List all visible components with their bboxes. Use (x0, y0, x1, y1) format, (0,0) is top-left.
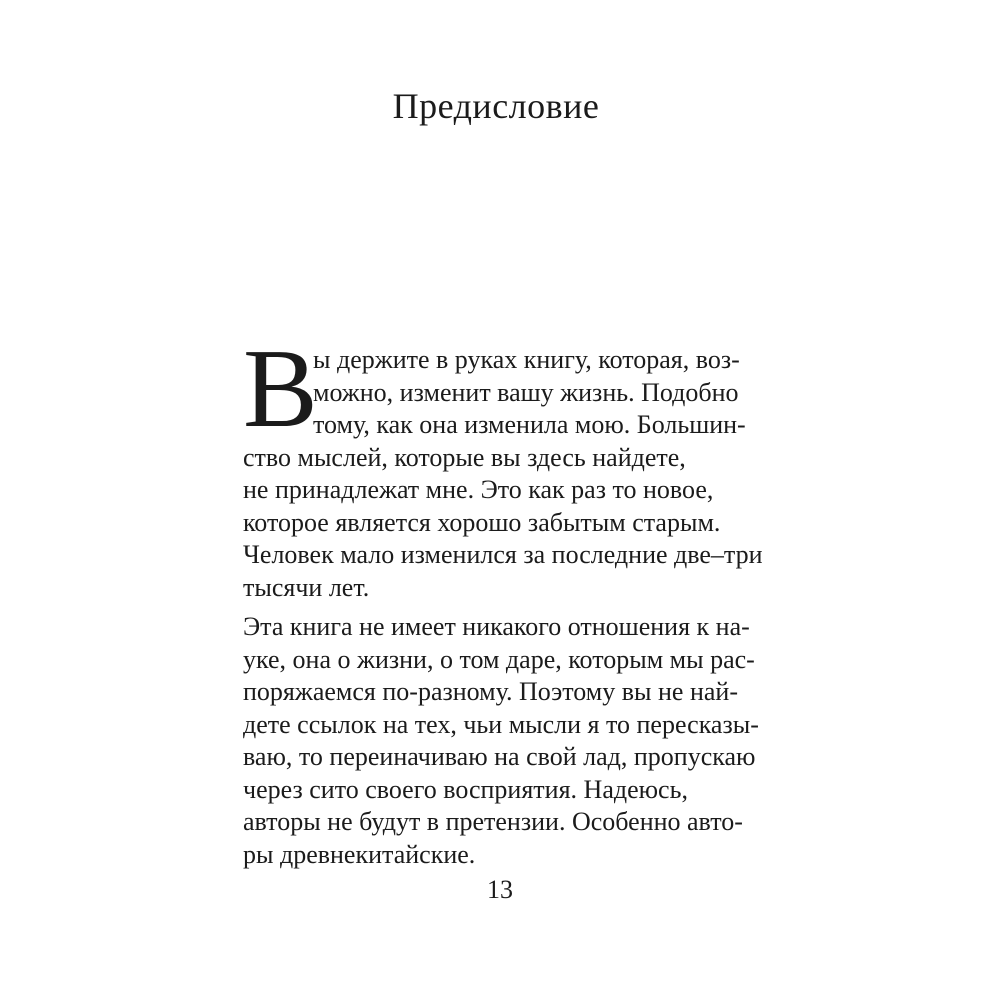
text-line: Человек мало изменился за последние две–три (243, 540, 763, 569)
paragraph-2 (243, 611, 778, 871)
text-block (243, 327, 778, 871)
text-line: тысячи лет. (243, 572, 370, 602)
text-line: которое является хорошо забытым старым. (243, 507, 721, 537)
text-line: уке, она о жизни, о том даре, которым мы рас- (243, 644, 755, 674)
text-line: поряжаемся по-разному. Поэтому вы не най- (243, 677, 738, 706)
text-line: тому, как она изменила мою. Большин- (313, 410, 746, 439)
text-line: ры древнекитайские. (243, 839, 476, 869)
text-line: ваю, то переиначиваю на свой лад, пропускаю (243, 742, 756, 771)
text-line: ство мыслей, которые вы здесь найдете, (243, 442, 686, 472)
text-line: через сито своего восприятия. Надеюсь, (243, 774, 688, 804)
text-line: авторы не будут в претензии. Особенно авто- (243, 807, 743, 836)
drop-cap-letter: В (243, 327, 318, 451)
text-line: можно, изменит вашу жизнь. Подобно (313, 377, 739, 407)
text-line: не принадлежат мне. Это как раз то новое, (243, 475, 714, 504)
text-line: Эта книга не имеет никакого отношения к на- (243, 612, 750, 641)
text-line: дете ссылок на тех, чьи мысли я то пересказы- (243, 709, 759, 739)
paragraph-1 (243, 327, 778, 604)
text-line: ы держите в руках книгу, которая, воз- (313, 345, 740, 374)
page-number: 13 (487, 875, 513, 904)
chapter-title: Предисловие (392, 86, 600, 126)
